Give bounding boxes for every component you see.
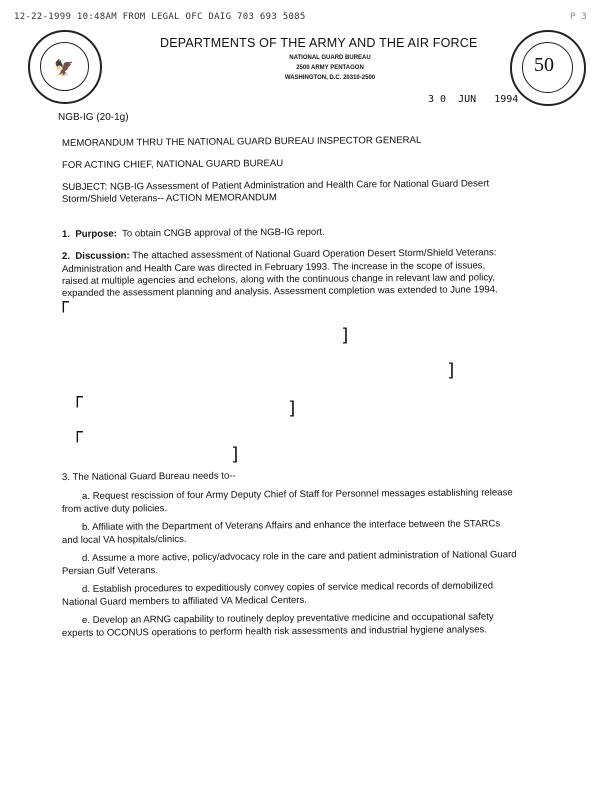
redaction-bracket: ] — [287, 398, 298, 419]
subitem-line: b. Affiliate with the Department of Veterans Affairs and enhance the interface between the STARCs — [81, 518, 501, 533]
redaction-bracket: ┌ — [72, 387, 83, 408]
office-symbol: NGB-IG (20-1g) — [58, 112, 129, 123]
letterhead-line: NATIONAL GUARD BUREAU — [289, 55, 371, 61]
redaction-bracket: ┌ — [72, 422, 83, 443]
subitem-line: from active duty policies. — [61, 503, 168, 515]
subitem-line: National Guard members to affiliated VA Medical Centers. — [61, 594, 307, 608]
department-of-defense-seal: 🦅 — [28, 30, 102, 104]
redaction-bracket: ] — [340, 325, 351, 346]
purpose-paragraph — [62, 227, 325, 240]
subitem-line: e. Develop an ARNG capability to routinely deploy preventative medicine and occupational safety — [81, 611, 494, 626]
discussion-line — [62, 247, 497, 262]
item-3: 3. The National Guard Bureau needs to-- — [61, 470, 236, 483]
subitem-line: d. Establish procedures to expeditiously convey copies of service medical records of demobilized — [81, 580, 494, 595]
discussion-line: expanded the assessment planning and analysis. Assessment completion was extended to June 1994. — [61, 284, 498, 299]
memo-date: 3 0 JUN 1994 — [428, 94, 519, 105]
discussion-line: Administration and Health Care was directed in February 1993. The increase in the scope of issues, — [61, 260, 486, 275]
letterhead-title: DEPARTMENTS OF THE ARMY AND THE AIR FORCE — [160, 36, 478, 50]
redaction-bracket: ┌ — [58, 292, 69, 313]
memo-subject-line: Storm/Shield Veterans-- ACTION MEMORANDUM — [61, 192, 277, 205]
purpose-label: 1. Purpose: — [61, 228, 117, 240]
fax-page-number: P 3 — [570, 12, 588, 22]
purpose-text: To obtain CNGB approval of the NGB-IG report. — [116, 226, 325, 240]
subitem-line: a. Request rescission of four Army Deputy Chief of Staff for Personnel messages establishing release — [81, 487, 513, 502]
fifty-year-anniversary-seal — [510, 30, 586, 106]
fax-header: 12-22-1999 10:48AM FROM LEGAL OFC DAIG 703 693 5085 — [14, 12, 306, 22]
subitem-line: Persian Gulf Veterans. — [61, 565, 159, 577]
memo-for: FOR ACTING CHIEF, NATIONAL GUARD BUREAU — [61, 158, 284, 171]
letterhead-line: WASHINGTON, D.C. 20310-2500 — [284, 75, 376, 81]
discussion-label: 2. Discussion: — [61, 250, 130, 262]
memo-thru: MEMORANDUM THRU THE NATIONAL GUARD BUREAU INSPECTOR GENERAL — [61, 134, 422, 149]
redaction-bracket: ] — [230, 444, 241, 465]
discussion-text: The attached assessment of National Guard Operation Desert Storm/Shield Veterans: — [129, 247, 497, 262]
subitem-line: d. Assume a more active, policy/advocacy role in the care and patient administration of National Guard — [81, 549, 517, 564]
seal-text: 50 — [534, 54, 554, 76]
redaction-bracket: ] — [446, 360, 457, 381]
subitem-line: experts to OCONUS operations to perform health risk assessments and industrial hygiene analyses. — [61, 624, 488, 639]
letterhead-line: 2500 ARMY PENTAGON — [296, 65, 364, 71]
memo-subject-line: SUBJECT: NGB-IG Assessment of Patient Administration and Health Care for National Guard Desert — [61, 178, 490, 193]
discussion-line: raised at multiple agencies and echelons, along with the continuous change in relevant law and policy, — [61, 272, 495, 287]
subitem-line: and local VA hospitals/clinics. — [61, 533, 187, 546]
